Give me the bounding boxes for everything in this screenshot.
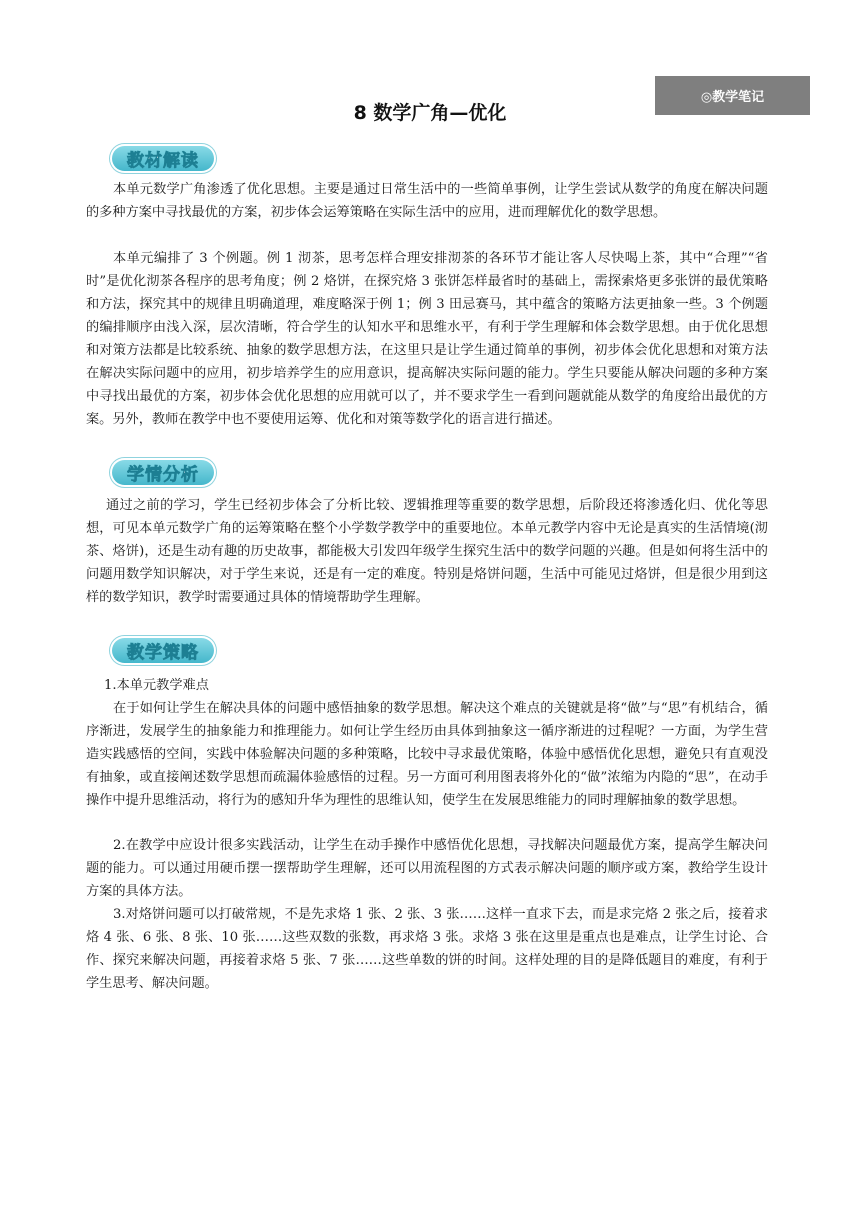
strategy-para-1: 在于如何让学生在解决具体的问题中感悟抽象的数学思想。解决这个难点的关键就是将“做”与“思”有机结合，循序渐进，发展学生的抽象能力和推理能力。如何让学生经历由具体到抽象这一循序渐进的过程呢？一方面，为学生营造实践感悟的空间，实践中体验解决问题的多种策略，比较中寻求最优策略，体验中感悟优化思想，避免只有直观没有抽象，或直接阐述数学思想而疏漏体验感悟的过程。另一方面可利用图表将外化的“做”浓缩为内隐的“思”，在动手操作中提升思维活动，将行为的感知升华为理性的思维认知，使学生在发展思维能力的同时理解抽象的数学思想。 [86, 701, 768, 808]
strategy-para-3: 3.对烙饼问题可以打破常规，不是先求烙 1 张、2 张、3 张……这样一直求下去，而是求完烙 2 张之后，接着求烙 4 张、6 张、8 张、10 张……这些双数的张数，再求烙 3 张。求烙 3 张在这里是重点也是难点，让学生讨论、合作、探究来解决问题，再接着求烙 5 张、7 张……这些单数的饼的时间。这样处理的目的是降低题目的难度，有利于学生思考、解决问题。 [86, 907, 768, 991]
page-title: 8 数学广角—优化 [353, 102, 507, 124]
textbook-para-2: 本单元编排了 3 个例题。例 1 沏茶，思考怎样合理安排沏茶的各环节才能让客人尽快喝上茶，其中“合理”“省时”是优化沏茶各程序的思考角度；例 2 烙饼，在探究烙 3 张饼怎样最省时的基础上，需探索烙更多张饼的最优策略和方法，探究其中的规律且明确道理，难度略深于例 1；例 3 田忌赛马，其中蕴含的策略方法更抽象一些。3 个例题的编排顺序由浅入深，层次清晰，符合学生的认知水平和思维水平，有利于学生理解和体会数学思想。由于优化思想和对策方法都是比较系统、抽象的数学思想方法，在这里只是让学生通过简单的事例，初步体会优化思想和对策方法在解决实际问题中的应用，初步培养学生的应用意识，提高解决实际问题的能力。学生只要能从解决问题的多种方案中寻找出最优的方案，初步体会优化思想的应用就可以了，并不要求学生一看到问题就能从数学的角度给出最优的方案。另外，教师在教学中也不要使用运筹、优化和对策等数学化的语言进行描述。 [86, 251, 768, 427]
section-badge-learner-analysis [110, 458, 216, 487]
textbook-para-1: 本单元数学广角渗透了优化思想。主要是通过日常生活中的一些简单事例，让学生尝试从数学的角度在解决问题的多种方案中寻找最优的方案，初步体会运筹策略在实际生活中的应用，进而理解优化的数学思想。 [86, 182, 768, 220]
section-heading: 教材解读 [127, 151, 199, 171]
strategy-para-2: 2.在教学中应设计很多实践活动，让学生在动手操作中感悟优化思想，寻找解决问题最优方案，提高学生解决问题的能力。可以通过用硬币摆一摆帮助学生理解，还可以用流程图的方式表示解决问题的顺序或方案，教给学生设计方案的具体方法。 [86, 838, 768, 899]
section-badge-textbook [110, 144, 216, 173]
section-heading: 教学策略 [127, 643, 199, 663]
notes-label-text: ◎教学笔记 [700, 90, 765, 105]
section-badge-strategy [110, 636, 216, 665]
strategy-subheading-1: 1.本单元教学难点 [104, 678, 209, 693]
learner-para-1: 通过之前的学习，学生已经初步体会了分析比较、逻辑推理等重要的数学思想，后阶段还将渗透化归、优化等思想，可见本单元数学广角的运筹策略在整个小学数学教学中的重要地位。本单元教学内容中无论是真实的生活情境(沏茶、烙饼)，还是生动有趣的历史故事，都能极大引发四年级学生探究生活中的数学问题的兴趣。但是如何将生活中的问题用数学知识解决，对于学生来说，还是有一定的难度。特别是烙饼问题，生活中可能见过烙饼，但是很少用到这样的数学知识，教学时需要通过具体的情境帮助学生理解。 [86, 498, 768, 605]
section-heading: 学情分析 [127, 465, 199, 485]
